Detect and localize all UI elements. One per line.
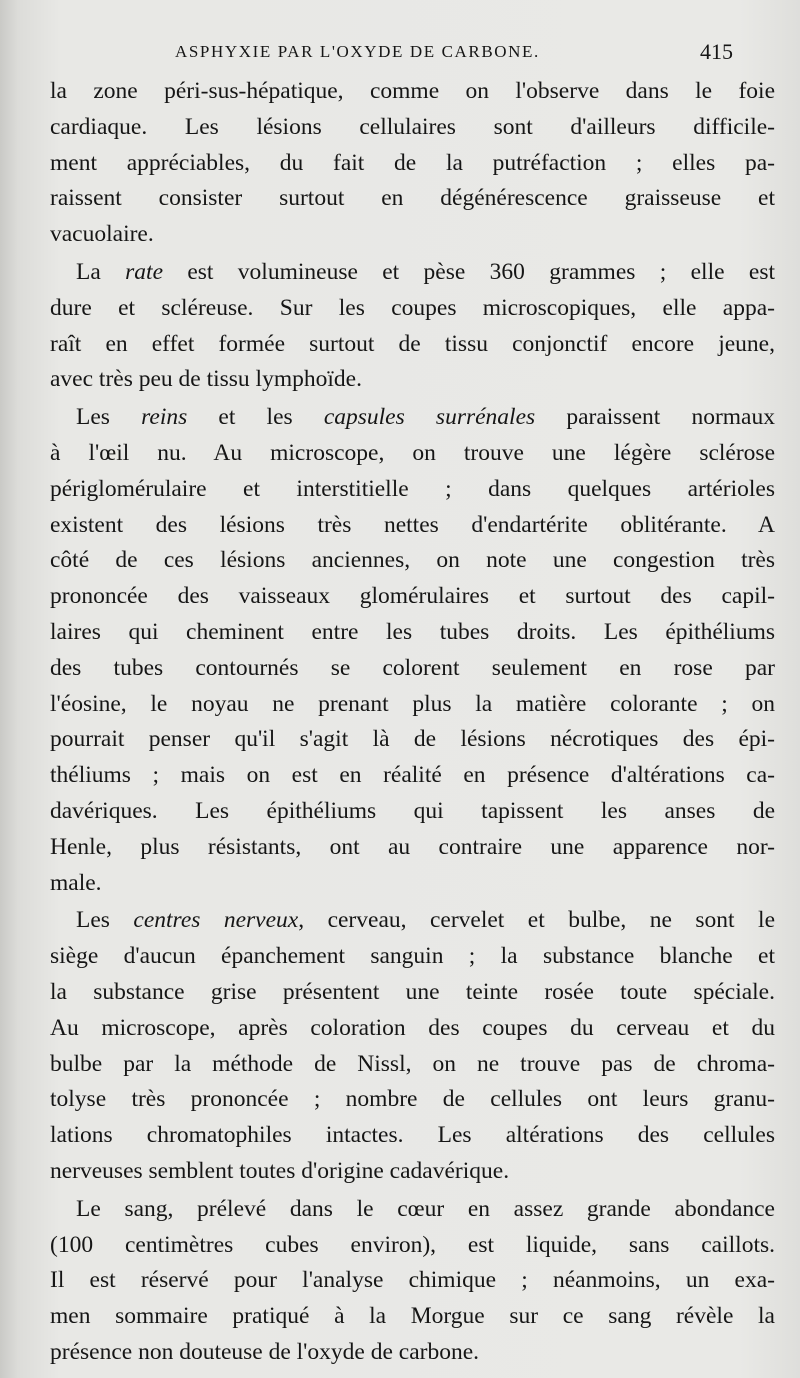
text-line: Les centres nerveux, cerveau, cervelet et bulbe, ne sont le (76, 907, 776, 934)
text-line: des tubes contournés se colorent seulement en rose par (50, 654, 775, 681)
text-line: tolyse très prononcée ; nombre de cellules ont leurs granu- (50, 1086, 775, 1113)
text-line: Henle, plus résistants, ont au contraire une apparence nor- (50, 833, 775, 860)
text-line: l'éosine, le noyau ne prenant plus la matière colorante ; on (50, 690, 775, 717)
text-line: périglomérulaire et interstitielle ; dans quelques artérioles (50, 475, 775, 502)
text-line: ment appréciables, du fait de la putréfaction ; elles pa- (50, 149, 775, 176)
text-line: à l'œil nu. Au microscope, on trouve une légère sclérose (50, 439, 775, 466)
text-line: male. (50, 869, 102, 896)
text-line: (100 centimètres cubes environ), est liquide, sans caillots. (50, 1231, 775, 1258)
text-line: raissent consister surtout en dégénérescence graisseuse et (50, 185, 775, 212)
body-text (50, 74, 775, 1371)
text-line: vacuolaire. (50, 221, 154, 248)
text-line: Les reins et les capsules surrénales paraissent normaux (76, 404, 775, 431)
running-head: ASPHYXIE PAR L'OXYDE DE CARBONE. (175, 42, 540, 61)
text-line: avec très peu de tissu lymphoïde. (50, 366, 362, 393)
text-line: la zone péri-sus-hépatique, comme on l'observe dans le foie (50, 78, 775, 104)
italic-term: centres nerveux (133, 907, 299, 934)
text-line: La rate est volumineuse et pèse 360 grammes ; elle est (76, 258, 775, 285)
text-line: davériques. Les épithéliums qui tapissent les anses de (50, 797, 775, 824)
text-line: prononcée des vaisseaux glomérulaires et surtout des capil- (50, 583, 775, 610)
text-line: lations chromatophiles intactes. Les altérations des cellules (50, 1122, 775, 1149)
text-line: côté de ces lésions anciennes, on note une congestion très (50, 547, 775, 574)
text-line: Le sang, prélevé dans le cœur en assez grande abondance (76, 1195, 775, 1222)
text-line: men sommaire pratiqué à la Morgue sur ce sang révèle la (50, 1303, 775, 1330)
text-line: Il est réservé pour l'analyse chimique ; néanmoins, un exa- (50, 1267, 775, 1294)
italic-term: reins (141, 404, 188, 431)
text-line: Au microscope, après coloration des coupes du cerveau et du (50, 1014, 775, 1041)
text-line: présence non douteuse de l'oxyde de carbone. (50, 1338, 480, 1365)
text-line: pourrait penser qu'il s'agit là de lésions nécrotiques des épi- (50, 726, 775, 753)
text-line: théliums ; mais on est en réalité en présence d'altérations ca- (50, 762, 775, 789)
page-number: 415 (700, 39, 733, 64)
text-line: laires qui cheminent entre les tubes droits. Les épithéliums (50, 618, 775, 645)
text-line: raît en effet formée surtout de tissu conjonctif encore jeune, (50, 330, 775, 357)
text-line: bulbe par la méthode de Nissl, on ne trouve pas de chroma- (50, 1050, 775, 1077)
text-line: existent des lésions très nettes d'endartérite oblitérante. A (50, 511, 775, 538)
text-line: siège d'aucun épanchement sanguin ; la substance blanche et (50, 943, 775, 970)
page-header (0, 39, 800, 76)
italic-term: capsules surrénales (323, 404, 536, 431)
text-line: dure et scléreuse. Sur les coupes microscopiques, elle appa- (50, 294, 775, 321)
text-line: nerveuses semblent toutes d'origine cadavérique. (50, 1157, 510, 1184)
text-line: cardiaque. Les lésions cellulaires sont d'ailleurs difficile- (50, 113, 775, 140)
text-line: la substance grise présentent une teinte rosée toute spéciale. (50, 978, 775, 1005)
italic-term: rate (125, 258, 163, 285)
